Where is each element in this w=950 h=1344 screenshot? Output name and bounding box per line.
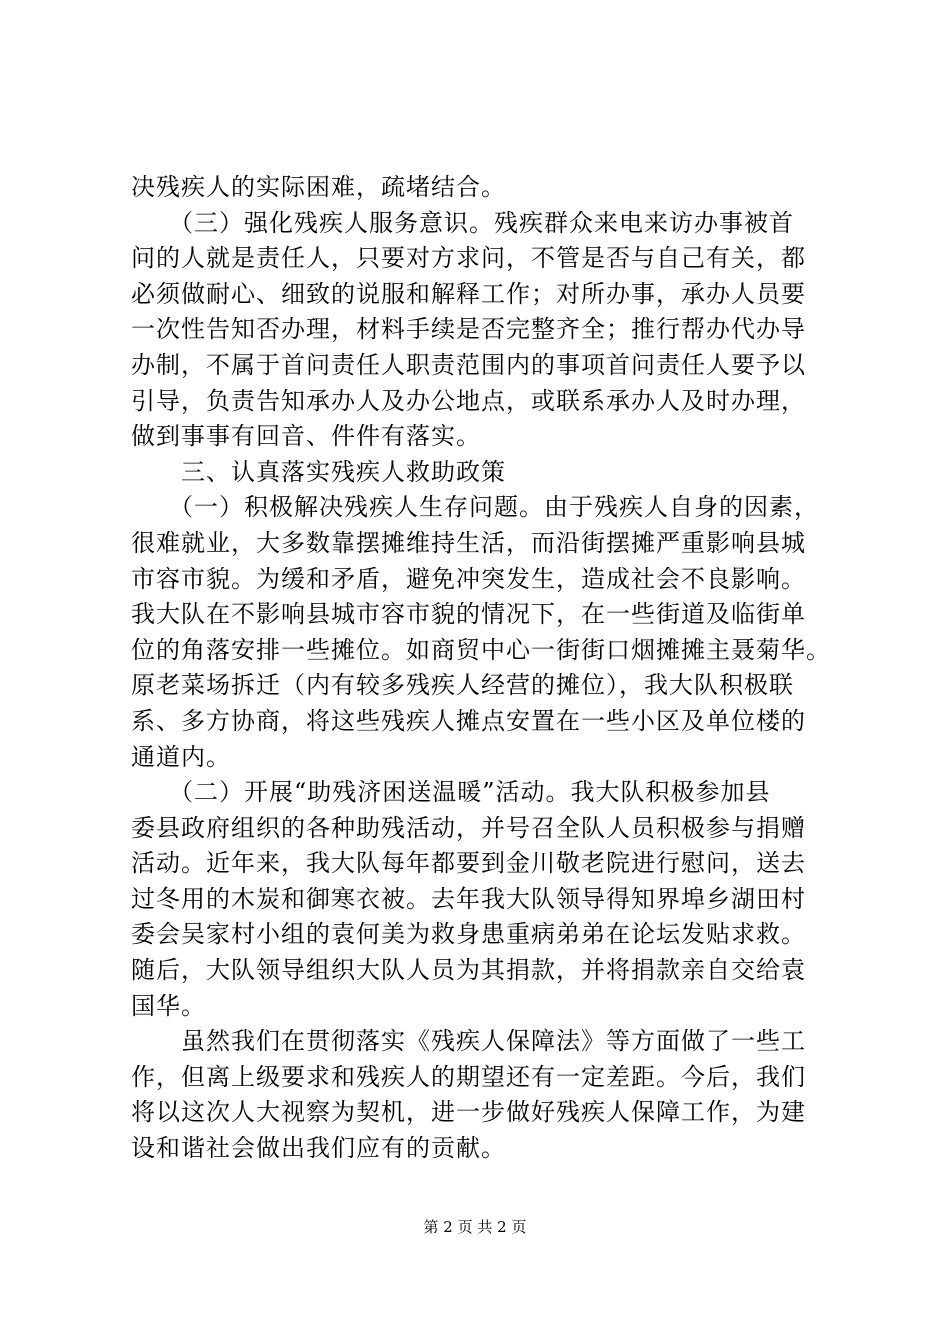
text-line: 位的角落安排一些摊位。如商贸中心一街街口烟摊摊主聂菊华。 [131, 635, 831, 664]
text-line: 设和谐社会做出我们应有的贡献。 [131, 1134, 506, 1163]
text-line: 委县政府组织的各种助残活动，并号召全队人员积极参与捐赠 [131, 813, 806, 842]
text-line: 通道内。 [131, 742, 231, 771]
text-line: 引导，负责告知承办人及办公地点，或联系承办人及时办理， [131, 386, 806, 415]
text-line: （三）强化残疾人服务意识。残疾群众来电来访办事被首 [131, 208, 794, 237]
text-line: 问的人就是责任人，只要对方求问，不管是否与自己有关，都 [131, 244, 806, 273]
text-line: 原老菜场拆迁（内有较多残疾人经营的摊位），我大队积极联 [131, 671, 794, 700]
text-line: 作，但离上级要求和残疾人的期望还有一定差距。今后，我们 [131, 1062, 806, 1091]
text-line: 办制，不属于首问责任人职责范围内的事项首问责任人要予以 [131, 350, 806, 379]
section-heading: 三、认真落实残疾人救助政策 [131, 457, 506, 486]
text-line: 市容市貌。为缓和矛盾，避免冲突发生，造成社会不良影响。 [131, 564, 806, 593]
text-line: 决残疾人的实际困难，疏堵结合。 [131, 173, 506, 201]
text-line: 随后，大队领导组织大队人员为其捐款，并将捐款亲自交给袁 [131, 956, 806, 985]
text-line: 活动。近年来，我大队每年都要到金川敬老院进行慰问，送去 [131, 849, 806, 878]
text-line: 必须做耐心、细致的说服和解释工作；对所办事，承办人员要 [131, 279, 806, 308]
text-line: 委会吴家村小组的袁何美为救身患重病弟弟在论坛发贴求救。 [131, 920, 806, 949]
text-line: 国华。 [131, 991, 206, 1020]
text-line: 很难就业，大多数靠摆摊维持生活，而沿街摆摊严重影响县城 [131, 528, 806, 557]
text-line: 虽然我们在贯彻落实《残疾人保障法》等方面做了一些工 [131, 1027, 806, 1056]
text-line: 将以这次人大视察为契机，进一步做好残疾人保障工作，为建 [131, 1098, 806, 1127]
page-footer: 第 2 页 共 2 页 [423, 1218, 527, 1236]
text-line: 过冬用的木炭和御寒衣被。去年我大队领导得知界埠乡湖田村 [131, 884, 806, 913]
text-line: 我大队在不影响县城市容市貌的情况下，在一些街道及临街单 [131, 600, 806, 629]
text-line: 一次性告知否办理，材料手续是否完整齐全；推行帮办代办导 [131, 315, 806, 344]
text-line: （二）开展“助残济困送温暖”活动。我大队积极参加县 [131, 778, 771, 807]
text-line: （一）积极解决残疾人生存问题。由于残疾人自身的因素， [131, 493, 819, 522]
text-line: 系、多方协商，将这些残疾人摊点安置在一些小区及单位楼的 [131, 706, 806, 735]
body-text [131, 170, 831, 1167]
text-line: 做到事事有回音、件件有落实。 [131, 422, 481, 451]
